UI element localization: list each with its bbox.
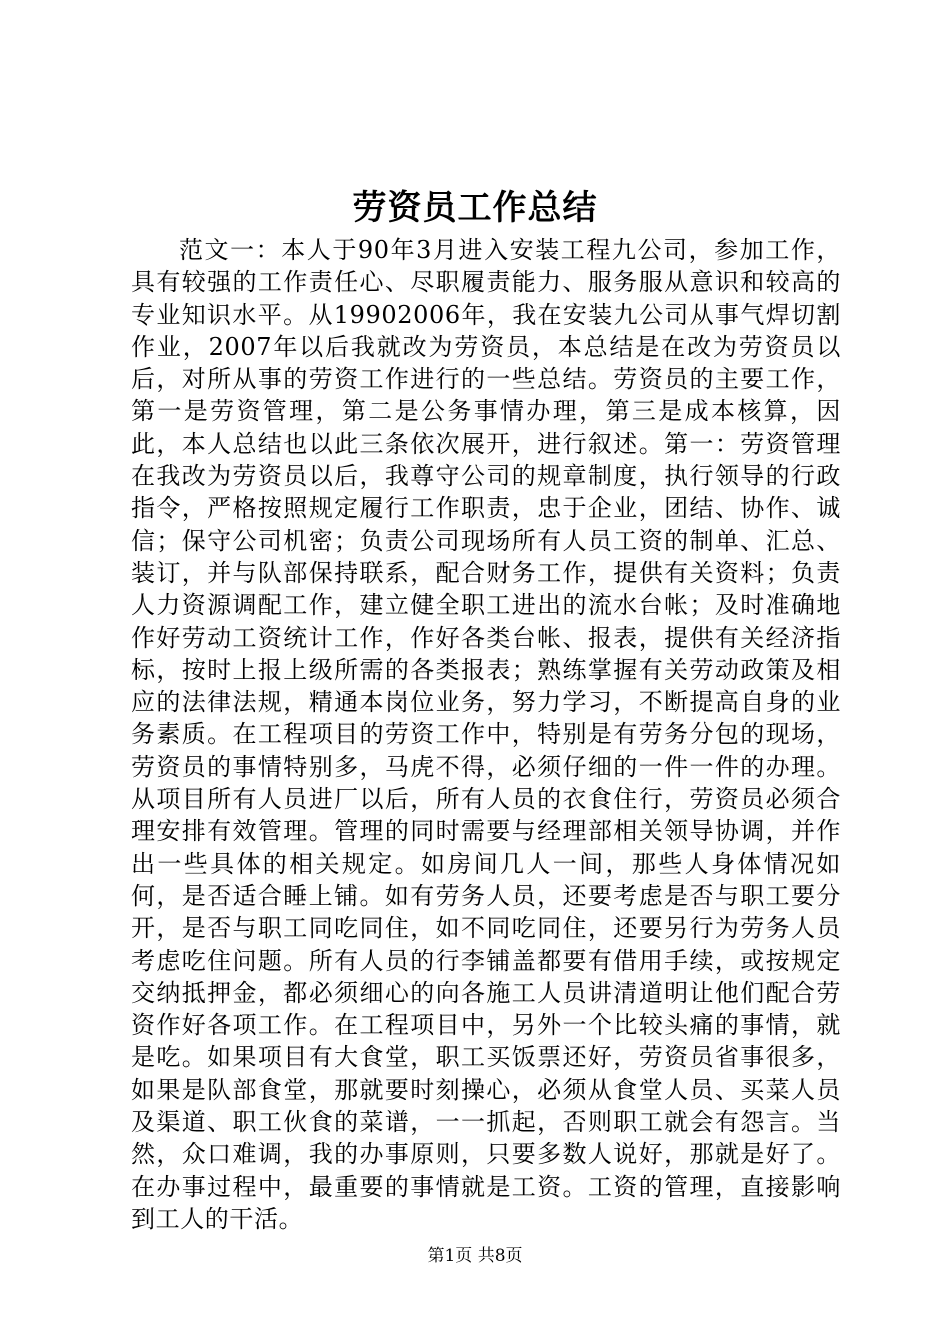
document-title: 劳资员工作总结 bbox=[352, 188, 598, 228]
document-body-paragraph: 范文一：本人于90年3月进入安装工程九公司，参加工作，具有较强的工作责任心、尽职履责能力、服务服从意识和较高的专业知识水平。从19902006年，我在安装九公司从事气焊切割作业，2007年以后我就改为劳资员，本总结是在改为劳资员以后，对所从事的劳资工作进行的一些总结。劳资员的主要工作，第一是劳资管理，第二是公务事情办理，第三是成本核算，因此，本人总结也以此三条依次展开，进行叙述。第一：劳资管理在我改为劳资员以后，我尊守公司的规章制度，执行领导的行政指令，严格按照规定履行工作职责，忠于企业，团结、协作、诚信；保守公司机密；负责公司现场所有人员工资的制单、汇总、装订，并与队部保持联系，配合财务工作，提供有关资料；负责人力资源调配工作，建立健全职工进出的流水台帐；及时准确地作好劳动工资统计工作，作好各类台帐、报表，提供有关经济指标，按时上报上级所需的各类报表；熟练掌握有关劳动政策及相应的法律法规，精通本岗位业务，努力学习，不断提高自身的业务素质。在工程项目的劳资工作中，特别是有劳务分包的现场，劳资员的事情特别多，马虎不得，必须仔细的一件一件的办理。从项目所有人员进厂以后，所有人员的衣食住行，劳资员必须合理安排有效管理。管理的同时需要与经理部相关领导协调，并作出一些具体的相关规定。如房间几人一间，那些人身体情况如何，是否适合睡上铺。如有劳务人员，还要考虑是否与职工要分开，是否与职工同吃同住，如不同吃同住，还要另行为劳务人员考虑吃住问题。所有人员的行李铺盖都要有借用手续，或按规定交纳抵押金，都必须细心的向各施工人员讲清道明让他们配合劳资作好各项工作。在工程项目中，另外一个比较头痛的事情，就是吃。如果项目有大食堂，职工买饭票还好，劳资员省事很多，如果是队部食堂，那就要时刻操心，必须从食堂人员、买菜人员及渠道、职工伙食的菜谱，一一抓起，否则职工就会有怨言。当然，众口难调，我的办事原则，只要多数人说好，那就是好了。在办事过程中，最重要的事情就是工资。工资的管理，直接影响到工人的干活。 bbox=[131, 236, 841, 1233]
page-number-footer: 第1页 共8页 bbox=[427, 1246, 523, 1266]
